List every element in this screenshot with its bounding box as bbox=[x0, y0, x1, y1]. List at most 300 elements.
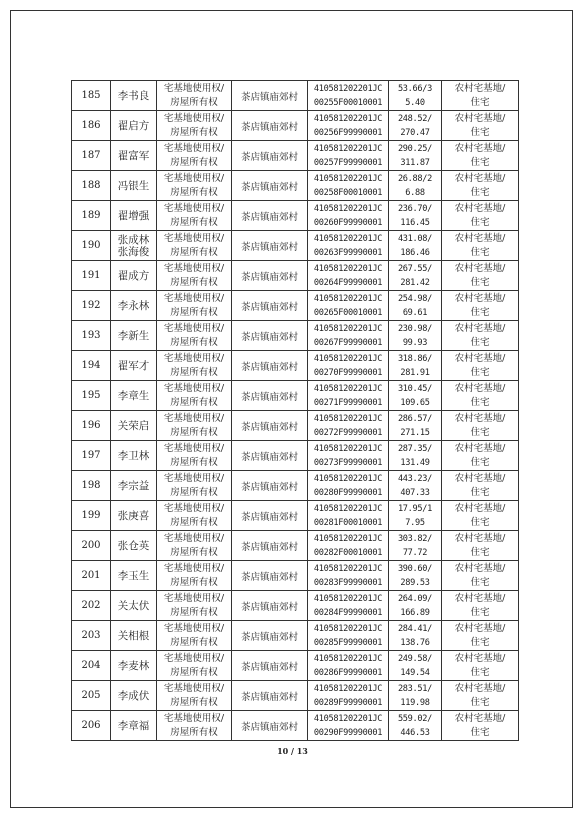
unit-code-cell bbox=[308, 291, 389, 321]
owner-name: 李宗益 bbox=[117, 479, 150, 492]
land-use-cell bbox=[442, 261, 519, 291]
owner-name-cell bbox=[111, 711, 157, 741]
land-use-cell bbox=[442, 501, 519, 531]
right-type-line1: 宅基地使用权/ bbox=[163, 82, 225, 94]
unit-code-line2: 00260F99990001 bbox=[313, 217, 383, 228]
area-line1: 390.60/ bbox=[397, 563, 433, 574]
page-number: 10 / 13 bbox=[277, 746, 308, 756]
right-type-line1: 宅基地使用权/ bbox=[163, 142, 225, 154]
table-row bbox=[72, 441, 519, 471]
owner-name-cell bbox=[111, 471, 157, 501]
land-use-cell bbox=[442, 321, 519, 351]
unit-code-line2: 00271F99990001 bbox=[313, 397, 383, 408]
owner-name-cell bbox=[111, 291, 157, 321]
right-type-line2: 房屋所有权 bbox=[170, 426, 218, 438]
area-line1: 26.88/2 bbox=[397, 173, 433, 184]
right-type-line1: 宅基地使用权/ bbox=[163, 352, 225, 364]
location: 茶店镇庙郊村 bbox=[240, 361, 298, 373]
right-type-line2: 房屋所有权 bbox=[170, 96, 218, 108]
location-cell bbox=[232, 591, 308, 621]
unit-code-line1: 410581202201JC bbox=[313, 593, 383, 604]
owner-name: 翟富军 bbox=[117, 149, 150, 162]
right-type-line1: 宅基地使用权/ bbox=[163, 502, 225, 514]
owner-name: 冯银生 bbox=[117, 179, 150, 192]
right-type-cell bbox=[157, 621, 232, 651]
unit-code-line2: 00273F99990001 bbox=[313, 457, 383, 468]
row-number-cell bbox=[72, 81, 111, 111]
land-use-line2: 住宅 bbox=[470, 486, 490, 498]
area-line1: 283.51/ bbox=[397, 683, 433, 694]
right-type-line1: 宅基地使用权/ bbox=[163, 472, 225, 484]
right-type-line1: 宅基地使用权/ bbox=[163, 442, 225, 454]
right-type-cell bbox=[157, 681, 232, 711]
unit-code-line2: 00286F99990001 bbox=[313, 667, 383, 678]
area-line1: 318.86/ bbox=[397, 353, 433, 364]
land-use-cell bbox=[442, 441, 519, 471]
location: 茶店镇庙郊村 bbox=[240, 271, 298, 283]
owner-name-cell bbox=[111, 231, 157, 261]
row-number: 186 bbox=[81, 120, 101, 131]
row-number-cell bbox=[72, 321, 111, 351]
unit-code-line2: 00263F99990001 bbox=[313, 247, 383, 258]
unit-code-line2: 00285F99990001 bbox=[313, 637, 383, 648]
owner-name-cell bbox=[111, 501, 157, 531]
area-line1: 284.41/ bbox=[397, 623, 433, 634]
area-line1: 559.02/ bbox=[397, 713, 433, 724]
right-type-cell bbox=[157, 711, 232, 741]
land-use-cell bbox=[442, 351, 519, 381]
right-type-line1: 宅基地使用权/ bbox=[163, 712, 225, 724]
row-number-cell bbox=[72, 231, 111, 261]
right-type-line1: 宅基地使用权/ bbox=[163, 382, 225, 394]
location: 茶店镇庙郊村 bbox=[240, 511, 298, 523]
location-cell bbox=[232, 441, 308, 471]
row-number: 185 bbox=[81, 90, 101, 101]
location: 茶店镇庙郊村 bbox=[240, 451, 298, 463]
registration-table bbox=[71, 80, 519, 741]
area-line1: 303.82/ bbox=[397, 533, 433, 544]
unit-code-line1: 410581202201JC bbox=[313, 113, 383, 124]
land-use-line1: 农村宅基地/ bbox=[454, 712, 506, 724]
land-use-line2: 住宅 bbox=[470, 726, 490, 738]
land-use-line2: 住宅 bbox=[470, 96, 490, 108]
owner-name-cell bbox=[111, 561, 157, 591]
area-line1: 230.98/ bbox=[397, 323, 433, 334]
unit-code-line1: 410581202201JC bbox=[313, 413, 383, 424]
row-number: 190 bbox=[81, 240, 101, 251]
unit-code-line2: 00283F99990001 bbox=[313, 577, 383, 588]
right-type-cell bbox=[157, 471, 232, 501]
right-type-line2: 房屋所有权 bbox=[170, 186, 218, 198]
row-number-cell bbox=[72, 141, 111, 171]
row-number-cell bbox=[72, 531, 111, 561]
table-row bbox=[72, 261, 519, 291]
row-number: 202 bbox=[81, 600, 101, 611]
land-use-line2: 住宅 bbox=[470, 666, 490, 678]
land-use-cell bbox=[442, 171, 519, 201]
row-number-cell bbox=[72, 291, 111, 321]
unit-code-line1: 410581202201JC bbox=[313, 83, 383, 94]
unit-code-line2: 00281F00010001 bbox=[313, 517, 383, 528]
right-type-line2: 房屋所有权 bbox=[170, 216, 218, 228]
unit-code-line1: 410581202201JC bbox=[313, 263, 383, 274]
land-use-line2: 住宅 bbox=[470, 636, 490, 648]
owner-name: 张庚喜 bbox=[117, 509, 150, 522]
area-line2: 7.95 bbox=[405, 517, 425, 528]
owner-name-cell bbox=[111, 81, 157, 111]
area-line2: 166.89 bbox=[400, 607, 430, 618]
table-row bbox=[72, 531, 519, 561]
area-cell bbox=[389, 411, 442, 441]
area-line2: 271.15 bbox=[400, 427, 430, 438]
location-cell bbox=[232, 381, 308, 411]
location: 茶店镇庙郊村 bbox=[240, 211, 298, 223]
owner-name-cell bbox=[111, 441, 157, 471]
land-use-line1: 农村宅基地/ bbox=[454, 382, 506, 394]
land-use-cell bbox=[442, 651, 519, 681]
unit-code-line1: 410581202201JC bbox=[313, 173, 383, 184]
unit-code-cell bbox=[308, 711, 389, 741]
row-number: 198 bbox=[81, 480, 101, 491]
unit-code-line1: 410581202201JC bbox=[313, 533, 383, 544]
land-use-line1: 农村宅基地/ bbox=[454, 592, 506, 604]
owner-name-cell bbox=[111, 261, 157, 291]
row-number-cell bbox=[72, 411, 111, 441]
location: 茶店镇庙郊村 bbox=[240, 391, 298, 403]
row-number-cell bbox=[72, 351, 111, 381]
right-type-cell bbox=[157, 171, 232, 201]
area-line2: 270.47 bbox=[400, 127, 430, 138]
unit-code-cell bbox=[308, 561, 389, 591]
owner-name: 翟启方 bbox=[117, 119, 150, 132]
row-number-cell bbox=[72, 471, 111, 501]
unit-code-line2: 00256F99990001 bbox=[313, 127, 383, 138]
table-row bbox=[72, 201, 519, 231]
right-type-cell bbox=[157, 531, 232, 561]
land-use-line1: 农村宅基地/ bbox=[454, 472, 506, 484]
right-type-line2: 房屋所有权 bbox=[170, 456, 218, 468]
owner-name: 翟军才 bbox=[117, 359, 150, 372]
area-cell bbox=[389, 141, 442, 171]
owner-name: 李章福 bbox=[117, 719, 150, 732]
right-type-line1: 宅基地使用权/ bbox=[163, 262, 225, 274]
area-line1: 267.55/ bbox=[397, 263, 433, 274]
owner-name-cell bbox=[111, 651, 157, 681]
land-use-line2: 住宅 bbox=[470, 426, 490, 438]
land-use-line2: 住宅 bbox=[470, 246, 490, 258]
owner-name: 张成林 bbox=[117, 233, 150, 246]
location-cell bbox=[232, 531, 308, 561]
area-line1: 290.25/ bbox=[397, 143, 433, 154]
owner-name-cell bbox=[111, 141, 157, 171]
area-line1: 249.58/ bbox=[397, 653, 433, 664]
area-cell bbox=[389, 231, 442, 261]
area-line1: 443.23/ bbox=[397, 473, 433, 484]
area-line2: 109.65 bbox=[400, 397, 430, 408]
unit-code-line1: 410581202201JC bbox=[313, 653, 383, 664]
right-type-line2: 房屋所有权 bbox=[170, 726, 218, 738]
location-cell bbox=[232, 351, 308, 381]
location: 茶店镇庙郊村 bbox=[240, 631, 298, 643]
unit-code-cell bbox=[308, 201, 389, 231]
location-cell bbox=[232, 471, 308, 501]
owner-name-2: 张海俊 bbox=[117, 245, 150, 258]
right-type-cell bbox=[157, 441, 232, 471]
row-number: 204 bbox=[81, 660, 101, 671]
row-number: 189 bbox=[81, 210, 101, 221]
owner-name-cell bbox=[111, 321, 157, 351]
location-cell bbox=[232, 651, 308, 681]
owner-name-cell bbox=[111, 351, 157, 381]
area-cell bbox=[389, 681, 442, 711]
owner-name: 李麦林 bbox=[117, 659, 150, 672]
owner-name: 张仓英 bbox=[117, 539, 150, 552]
unit-code-cell bbox=[308, 231, 389, 261]
area-line2: 99.93 bbox=[402, 337, 428, 348]
owner-name: 李章生 bbox=[117, 389, 150, 402]
unit-code-cell bbox=[308, 171, 389, 201]
table-row bbox=[72, 321, 519, 351]
area-cell bbox=[389, 651, 442, 681]
owner-name: 翟增强 bbox=[117, 209, 150, 222]
row-number: 191 bbox=[81, 270, 101, 281]
area-line2: 131.49 bbox=[400, 457, 430, 468]
row-number-cell bbox=[72, 111, 111, 141]
row-number-cell bbox=[72, 621, 111, 651]
row-number-cell bbox=[72, 591, 111, 621]
area-line2: 77.72 bbox=[402, 547, 428, 558]
land-use-cell bbox=[442, 711, 519, 741]
unit-code-line2: 00258F00010001 bbox=[313, 187, 383, 198]
table-row bbox=[72, 291, 519, 321]
right-type-cell bbox=[157, 501, 232, 531]
area-line1: 236.70/ bbox=[397, 203, 433, 214]
owner-name-cell bbox=[111, 171, 157, 201]
unit-code-cell bbox=[308, 621, 389, 651]
land-use-line2: 住宅 bbox=[470, 606, 490, 618]
row-number: 200 bbox=[81, 540, 101, 551]
right-type-cell bbox=[157, 321, 232, 351]
table-row bbox=[72, 141, 519, 171]
right-type-line1: 宅基地使用权/ bbox=[163, 232, 225, 244]
land-use-cell bbox=[442, 621, 519, 651]
table-row bbox=[72, 471, 519, 501]
location-cell bbox=[232, 81, 308, 111]
land-use-line1: 农村宅基地/ bbox=[454, 502, 506, 514]
unit-code-line2: 00267F99990001 bbox=[313, 337, 383, 348]
row-number-cell bbox=[72, 681, 111, 711]
table-row bbox=[72, 411, 519, 441]
land-use-cell bbox=[442, 231, 519, 261]
area-line2: 281.91 bbox=[400, 367, 430, 378]
location: 茶店镇庙郊村 bbox=[240, 601, 298, 613]
area-cell bbox=[389, 351, 442, 381]
owner-name-cell bbox=[111, 591, 157, 621]
land-use-cell bbox=[442, 471, 519, 501]
unit-code-line1: 410581202201JC bbox=[313, 623, 383, 634]
right-type-line2: 房屋所有权 bbox=[170, 606, 218, 618]
unit-code-cell bbox=[308, 681, 389, 711]
area-line2: 6.88 bbox=[405, 187, 425, 198]
row-number: 192 bbox=[81, 300, 101, 311]
unit-code-line1: 410581202201JC bbox=[313, 683, 383, 694]
row-number-cell bbox=[72, 441, 111, 471]
land-use-line2: 住宅 bbox=[470, 456, 490, 468]
land-use-line1: 农村宅基地/ bbox=[454, 622, 506, 634]
unit-code-cell bbox=[308, 501, 389, 531]
owner-name: 关荣启 bbox=[117, 419, 150, 432]
right-type-line2: 房屋所有权 bbox=[170, 696, 218, 708]
right-type-line2: 房屋所有权 bbox=[170, 516, 218, 528]
right-type-line2: 房屋所有权 bbox=[170, 306, 218, 318]
right-type-cell bbox=[157, 351, 232, 381]
land-use-line1: 农村宅基地/ bbox=[454, 202, 506, 214]
owner-name: 李成伏 bbox=[117, 689, 150, 702]
right-type-line2: 房屋所有权 bbox=[170, 126, 218, 138]
land-use-cell bbox=[442, 141, 519, 171]
unit-code-line1: 410581202201JC bbox=[313, 353, 383, 364]
unit-code-line2: 00282F00010001 bbox=[313, 547, 383, 558]
unit-code-line1: 410581202201JC bbox=[313, 203, 383, 214]
unit-code-cell bbox=[308, 81, 389, 111]
row-number: 195 bbox=[81, 390, 101, 401]
table-row bbox=[72, 81, 519, 111]
right-type-line1: 宅基地使用权/ bbox=[163, 682, 225, 694]
right-type-line1: 宅基地使用权/ bbox=[163, 112, 225, 124]
land-use-cell bbox=[442, 291, 519, 321]
unit-code-line2: 00255F00010001 bbox=[313, 97, 383, 108]
table-row bbox=[72, 621, 519, 651]
land-use-line2: 住宅 bbox=[470, 396, 490, 408]
owner-name: 李永林 bbox=[117, 299, 150, 312]
area-cell bbox=[389, 591, 442, 621]
owner-name: 李玉生 bbox=[117, 569, 150, 582]
location-cell bbox=[232, 711, 308, 741]
right-type-cell bbox=[157, 261, 232, 291]
area-line1: 254.98/ bbox=[397, 293, 433, 304]
area-cell bbox=[389, 561, 442, 591]
area-line2: 311.87 bbox=[400, 157, 430, 168]
land-use-line1: 农村宅基地/ bbox=[454, 442, 506, 454]
right-type-cell bbox=[157, 591, 232, 621]
unit-code-line1: 410581202201JC bbox=[313, 293, 383, 304]
unit-code-line1: 410581202201JC bbox=[313, 383, 383, 394]
area-cell bbox=[389, 381, 442, 411]
row-number-cell bbox=[72, 201, 111, 231]
unit-code-line1: 410581202201JC bbox=[313, 563, 383, 574]
land-use-line2: 住宅 bbox=[470, 516, 490, 528]
area-line2: 407.33 bbox=[400, 487, 430, 498]
land-use-line2: 住宅 bbox=[470, 576, 490, 588]
land-use-line1: 农村宅基地/ bbox=[454, 112, 506, 124]
area-cell bbox=[389, 111, 442, 141]
location: 茶店镇庙郊村 bbox=[240, 241, 298, 253]
table-row bbox=[72, 231, 519, 261]
land-use-cell bbox=[442, 531, 519, 561]
right-type-line1: 宅基地使用权/ bbox=[163, 292, 225, 304]
area-cell bbox=[389, 711, 442, 741]
owner-name: 翟成方 bbox=[117, 269, 150, 282]
right-type-cell bbox=[157, 231, 232, 261]
row-number: 203 bbox=[81, 630, 101, 641]
right-type-cell bbox=[157, 201, 232, 231]
right-type-line1: 宅基地使用权/ bbox=[163, 412, 225, 424]
table-row bbox=[72, 681, 519, 711]
area-line2: 149.54 bbox=[400, 667, 430, 678]
unit-code-line2: 00265F00010001 bbox=[313, 307, 383, 318]
table-row bbox=[72, 351, 519, 381]
area-line2: 119.98 bbox=[400, 697, 430, 708]
area-line2: 5.40 bbox=[405, 97, 425, 108]
location: 茶店镇庙郊村 bbox=[240, 181, 298, 193]
right-type-line1: 宅基地使用权/ bbox=[163, 202, 225, 214]
location-cell bbox=[232, 561, 308, 591]
area-line2: 186.46 bbox=[400, 247, 430, 258]
location: 茶店镇庙郊村 bbox=[240, 121, 298, 133]
area-cell bbox=[389, 201, 442, 231]
land-use-line1: 农村宅基地/ bbox=[454, 262, 506, 274]
land-use-cell bbox=[442, 561, 519, 591]
unit-code-line1: 410581202201JC bbox=[313, 503, 383, 514]
unit-code-line2: 00264F99990001 bbox=[313, 277, 383, 288]
area-line1: 286.57/ bbox=[397, 413, 433, 424]
land-use-line2: 住宅 bbox=[470, 216, 490, 228]
row-number-cell bbox=[72, 501, 111, 531]
area-line1: 17.95/1 bbox=[397, 503, 433, 514]
right-type-line2: 房屋所有权 bbox=[170, 636, 218, 648]
unit-code-line2: 00272F99990001 bbox=[313, 427, 383, 438]
right-type-line2: 房屋所有权 bbox=[170, 366, 218, 378]
area-cell bbox=[389, 441, 442, 471]
unit-code-cell bbox=[308, 471, 389, 501]
area-line2: 446.53 bbox=[400, 727, 430, 738]
owner-name-cell bbox=[111, 111, 157, 141]
owner-name-cell bbox=[111, 201, 157, 231]
right-type-line1: 宅基地使用权/ bbox=[163, 172, 225, 184]
table-row bbox=[72, 111, 519, 141]
unit-code-line1: 410581202201JC bbox=[313, 443, 383, 454]
row-number-cell bbox=[72, 711, 111, 741]
location-cell bbox=[232, 411, 308, 441]
unit-code-line1: 410581202201JC bbox=[313, 143, 383, 154]
unit-code-cell bbox=[308, 381, 389, 411]
location: 茶店镇庙郊村 bbox=[240, 541, 298, 553]
row-number-cell bbox=[72, 171, 111, 201]
location-cell bbox=[232, 231, 308, 261]
right-type-cell bbox=[157, 651, 232, 681]
unit-code-line2: 00280F99990001 bbox=[313, 487, 383, 498]
location: 茶店镇庙郊村 bbox=[240, 301, 298, 313]
row-number: 188 bbox=[81, 180, 101, 191]
owner-name: 李书良 bbox=[117, 89, 150, 102]
location-cell bbox=[232, 291, 308, 321]
unit-code-line1: 410581202201JC bbox=[313, 233, 383, 244]
right-type-line2: 房屋所有权 bbox=[170, 336, 218, 348]
land-use-line1: 农村宅基地/ bbox=[454, 82, 506, 94]
right-type-line2: 房屋所有权 bbox=[170, 576, 218, 588]
table-row bbox=[72, 711, 519, 741]
table-row bbox=[72, 171, 519, 201]
location-cell bbox=[232, 111, 308, 141]
row-number-cell bbox=[72, 651, 111, 681]
unit-code-cell bbox=[308, 531, 389, 561]
right-type-cell bbox=[157, 141, 232, 171]
owner-name: 李新生 bbox=[117, 329, 150, 342]
row-number-cell bbox=[72, 261, 111, 291]
right-type-line2: 房屋所有权 bbox=[170, 156, 218, 168]
table-row bbox=[72, 561, 519, 591]
location-cell bbox=[232, 171, 308, 201]
